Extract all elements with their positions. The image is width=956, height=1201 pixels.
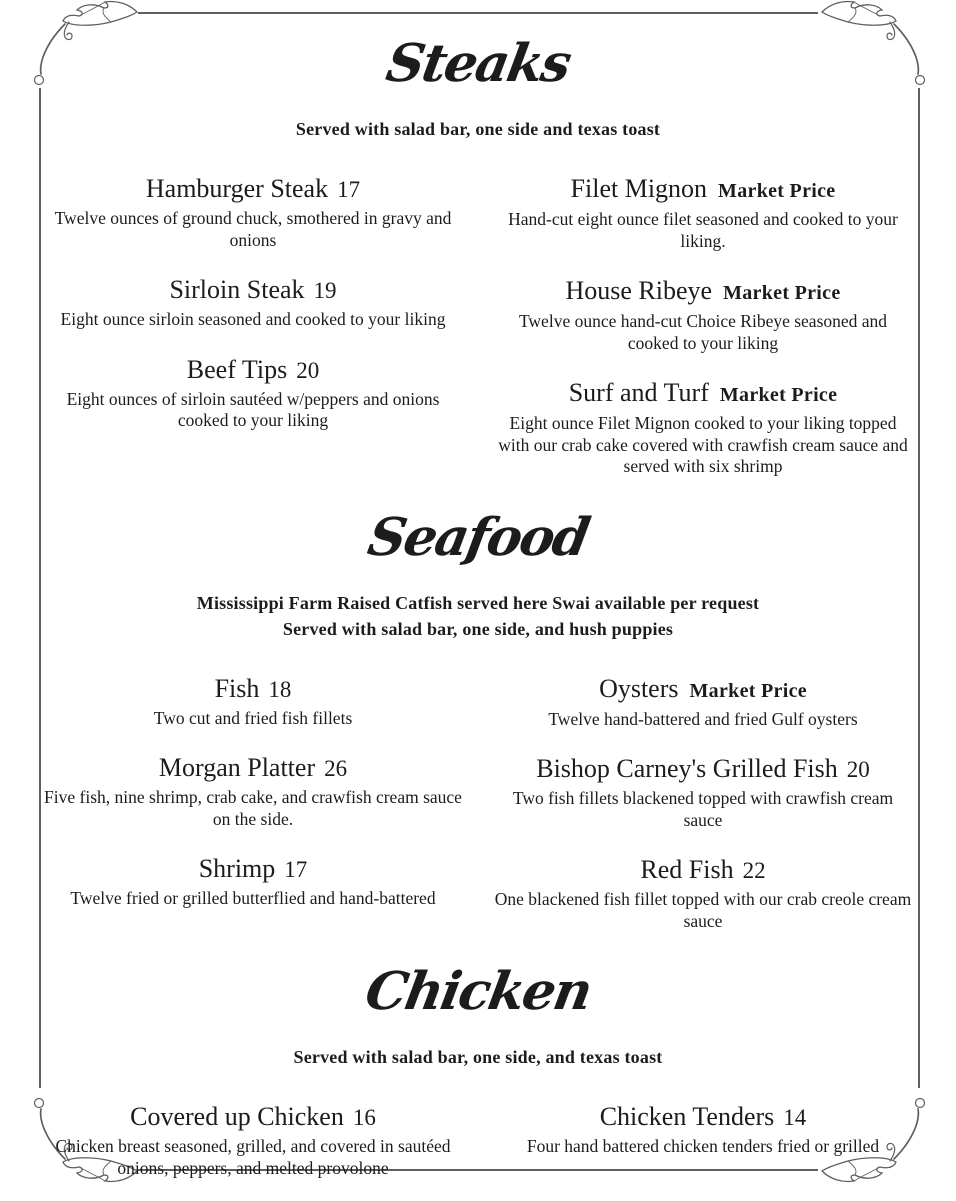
menu-item-description: Four hand battered chicken tenders fried or grilled <box>526 1136 880 1156</box>
section-subtitle-line: Served with salad bar, one side, and texas toast <box>293 1047 663 1067</box>
section-subtitle <box>42 1044 914 1070</box>
menu-item-name: Bishop Carney's Grilled Fish <box>536 754 838 783</box>
menu-item <box>42 672 464 730</box>
menu-item-price: 19 <box>313 278 337 303</box>
frame-line-left <box>39 88 41 1088</box>
section-columns <box>42 672 914 955</box>
menu-item <box>42 353 464 432</box>
menu-item <box>492 752 914 831</box>
menu-item-heading <box>492 1100 914 1135</box>
section-title: Steaks <box>381 33 575 94</box>
menu-column <box>42 672 464 932</box>
menu-item-name: Covered up Chicken <box>130 1102 344 1131</box>
menu-item-heading <box>42 672 464 707</box>
menu-item-name: Sirloin Steak <box>169 275 305 304</box>
menu-item-price: 17 <box>337 177 361 202</box>
menu-item-name: Red Fish <box>640 855 734 884</box>
menu-item <box>492 853 914 932</box>
menu-item-heading <box>42 353 464 388</box>
section-title: Chicken <box>360 961 596 1022</box>
menu-section <box>42 962 914 1201</box>
menu-item-description: Five fish, nine shrimp, crab cake, and crawfish cream sauce on the side. <box>44 787 462 829</box>
menu-column <box>492 1100 914 1180</box>
menu-item-heading <box>42 1100 464 1135</box>
menu-item-name: House Ribeye <box>565 276 713 305</box>
menu-item-name: Filet Mignon <box>570 174 708 203</box>
menu-item-description: Eight ounce Filet Mignon cooked to your liking topped with our crab cake covered with crawfish cream sauce and served with six shrimp <box>498 413 908 476</box>
menu-section <box>42 508 914 955</box>
menu-section <box>42 34 914 500</box>
menu-item-heading <box>42 852 464 887</box>
menu-item-description: Eight ounce sirloin seasoned and cooked to your liking <box>60 309 446 329</box>
menu-column <box>492 172 914 500</box>
menu-item-price: 22 <box>742 858 766 883</box>
menu-item-heading <box>42 273 464 308</box>
menu-item <box>492 376 914 478</box>
menu-column <box>42 1100 464 1201</box>
section-columns <box>42 1100 914 1201</box>
menu-item-description: Two fish fillets blackened topped with crawfish cream sauce <box>512 788 894 830</box>
section-title: Seafood <box>363 506 593 568</box>
menu-item-price: Market Price <box>719 384 838 406</box>
menu-item-description: Hand-cut eight ounce filet seasoned and cooked to your liking. <box>508 209 898 251</box>
section-subtitle <box>42 590 914 642</box>
section-subtitle-line: Served with salad bar, one side and texas toast <box>295 119 661 139</box>
menu-item <box>492 274 914 354</box>
menu-item-price: 20 <box>846 757 870 782</box>
menu-item-heading <box>492 274 914 310</box>
menu-item-heading <box>492 172 914 208</box>
menu-item-description: Twelve ounce hand-cut Choice Ribeye seasoned and cooked to your liking <box>518 311 888 353</box>
menu-item-name: Chicken Tenders <box>599 1102 775 1131</box>
menu-item-description: Twelve fried or grilled butterflied and hand-battered <box>70 888 436 908</box>
menu-item-price: 16 <box>352 1105 376 1130</box>
menu-item-price: Market Price <box>718 180 836 202</box>
menu-item <box>42 1100 464 1179</box>
menu-item <box>492 672 914 731</box>
menu-item-name: Hamburger Steak <box>145 174 329 203</box>
menu-item-price: Market Price <box>723 282 841 304</box>
menu-item-description: Twelve hand-battered and fried Gulf oysters <box>548 708 858 729</box>
menu-item-heading <box>492 672 914 708</box>
menu-item-name: Fish <box>214 673 260 703</box>
section-subtitle <box>42 116 914 142</box>
menu-item-heading <box>492 752 914 787</box>
menu-item-description: Two cut and fried fish fillets <box>153 707 353 728</box>
menu-column <box>42 172 464 454</box>
menu-item <box>492 172 914 252</box>
menu-item-price: 18 <box>268 676 292 702</box>
menu-item-heading <box>42 172 464 207</box>
section-subtitle-line: Mississippi Farm Raised Catfish served here Swai available per request <box>196 592 760 613</box>
menu-item-price: 17 <box>284 857 308 882</box>
section-columns <box>42 172 914 500</box>
menu-item-heading <box>42 751 464 786</box>
menu-item <box>42 172 464 251</box>
menu-item <box>492 1100 914 1158</box>
menu-item-name: Shrimp <box>198 854 276 883</box>
menu-sections <box>42 0 914 1201</box>
menu-item-description: Chicken breast seasoned, grilled, and covered in sautéed onions, peppers, and melted provolone <box>55 1136 451 1178</box>
menu-item-heading <box>492 376 914 412</box>
menu-item-name: Beef Tips <box>186 354 288 384</box>
menu-item-name: Morgan Platter <box>158 753 316 782</box>
menu-item <box>42 751 464 830</box>
menu-item-description: Eight ounces of sirloin sautéed w/peppers and onions cooked to your liking <box>66 388 440 430</box>
menu-item-name: Surf and Turf <box>568 378 709 407</box>
menu-item-description: One blackened fish fillet topped with our crab creole cream sauce <box>494 889 912 931</box>
menu-item-price: 14 <box>783 1105 807 1130</box>
menu-item-description: Twelve ounces of ground chuck, smothered in gravy and onions <box>54 208 452 250</box>
frame-line-right <box>918 88 920 1088</box>
menu-item-heading <box>492 853 914 888</box>
menu-item <box>42 852 464 910</box>
menu-item <box>42 273 464 331</box>
section-subtitle-line: Served with salad bar, one side, and hush puppies <box>282 618 674 639</box>
menu-item-price: 26 <box>324 756 348 781</box>
menu-item-name: Oysters <box>599 673 679 703</box>
menu-item-price: 20 <box>296 357 320 383</box>
menu-column <box>492 672 914 955</box>
menu-item-price: Market Price <box>689 679 807 702</box>
